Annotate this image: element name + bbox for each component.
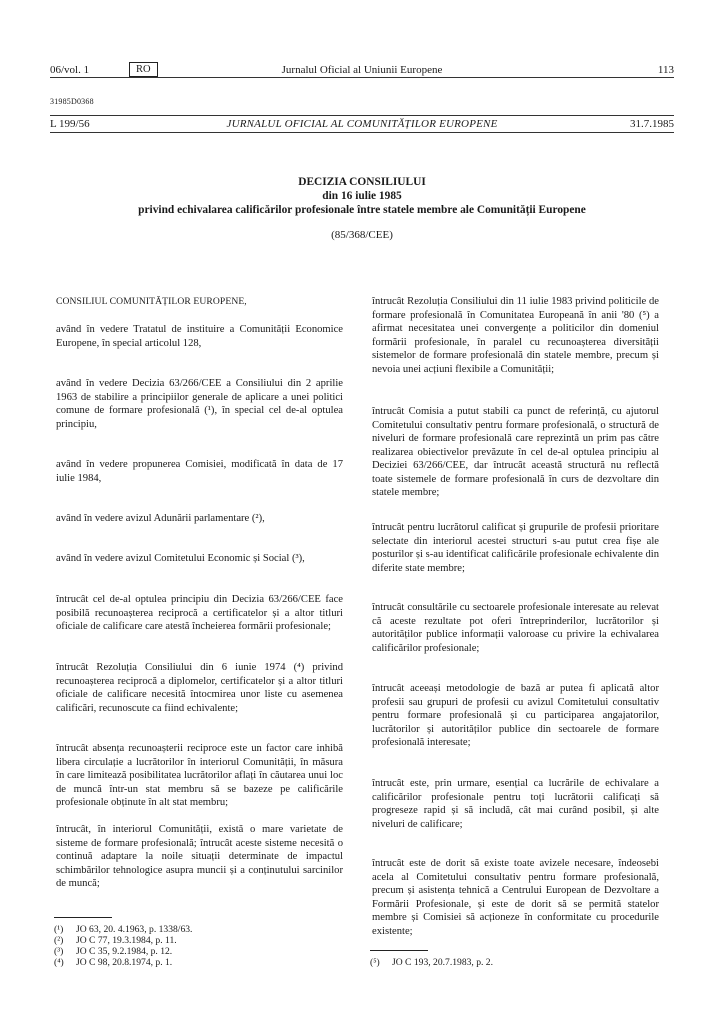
recital: întrucât pentru lucrătorul calificat și grupurile de profesii prioritare selectate din interiorul acestei structuri s-au putut crea fișe ale posturilor și s-au identificat calificările profesionale echivalente din diferite state membre;: [372, 522, 659, 574]
recital: întrucât, în interiorul Comunității, există o mare varietate de sisteme de formare profesională; întrucât aceste sisteme necesită o continuă adaptare la noile situații determinate de impactul schimbărilor tehnologice asupra muncii și a conținutului sarcinilor de muncă;: [56, 824, 343, 889]
footnote-text: JO 63, 20. 4.1963, p. 1338/63.: [76, 924, 193, 935]
recital: având în vedere propunerea Comisiei, modificată în data de 17 iulie 1984,: [56, 459, 343, 484]
footnote: [370, 957, 493, 968]
recital: întrucât este, prin urmare, esențial ca lucrările de echivalare a calificărilor profesionale pentru toți lucrătorii calificați să progreseze rapid și să includă, cât mai curând posibil, și alte niveluri de calificare;: [372, 778, 659, 830]
footnote-text: JO C 193, 20.7.1983, p. 2.: [392, 957, 494, 968]
footnote-text: JO C 98, 20.8.1974, p. 1.: [76, 957, 173, 968]
recital: întrucât Rezoluția Consiliului din 6 iunie 1974 (⁴) privind recunoașterea reciprocă a diplomelor, certificatelor și a altor titluri oficiale de calificare necesită întocmirea unor liste cu asemenea calificări, recunoscute ca fiind echivalente;: [56, 662, 343, 714]
footnote-mark: (²): [54, 935, 64, 946]
recital: întrucât absența recunoașterii reciproce este un factor care inhibă libera circulație a lucrătorilor în interiorul Comunității, în măsura în care limitează posibilitatea lucrătorilor aflați în căutarea unui loc de muncă într-un stat membru să se bazeze pe calificările profesionale obținute în alt stat membru;: [56, 743, 343, 808]
footnote: [54, 957, 172, 968]
authority-line: CONSILIUL COMUNITĂȚILOR EUROPENE,: [56, 296, 247, 307]
recital: întrucât Rezoluția Consiliului din 11 iulie 1983 privind politicile de formare profesională în Comunitatea Europeană în anii '80 (⁵) a afirmat necesitatea unei convergențe a politicilor din domeniul formării profesionale, în paralel cu recunoașterea diversității sistemelor de formare profesională din statele membre, precum și nevoia unei acțiuni flexibile a Comunității;: [372, 296, 659, 375]
recital: întrucât aceeași metodologie de bază ar putea fi aplicată altor profesii sau grupuri de profesii cu avizul Comitetului consultativ pentru formare profesională și cu participarea angajatorilor, lucrătorilor și autorităților publice din sectoarele de formare profesională interesate;: [372, 683, 659, 748]
footnote-rule: [370, 950, 428, 951]
celex-number: 31985D0368: [50, 97, 94, 106]
issue-label: L 199/56: [50, 118, 90, 130]
volume-label: 06/vol. 1: [50, 64, 90, 76]
journal-title: Jurnalul Oficial al Uniunii Europene: [281, 64, 443, 76]
footnote-mark: (⁴): [54, 957, 64, 968]
recital: întrucât cel de-al optulea principiu din Decizia 63/266/CEE face posibilă recunoașterea reciprocă a certificatelor și a altor titluri oficiale de calificare care atestă încheierea formării profesionale;: [56, 594, 343, 632]
language-badge: RO: [129, 62, 158, 77]
title-line-1: DECIZIA CONSILIULUI: [298, 176, 426, 188]
footnote-text: JO C 35, 9.2.1984, p. 12.: [76, 946, 173, 957]
left-column: [56, 0, 343, 1024]
footnote: [54, 935, 177, 946]
right-column: [372, 0, 659, 1024]
recital: întrucât Comisia a putut stabili ca punct de referință, cu ajutorul Comitetului consultativ pentru formare profesională, o structură de niveluri de formare profesională care reprezintă un prim pas către realizarea obiectivelor prevăzute în cel de-al optulea principiu al Deciziei 63/266/CEE, dar întrucât această structură nu reflectă toate sistemele de formare profesională în curs de dezvoltare din statele membre;: [372, 406, 659, 498]
publication-date: 31.7.1985: [630, 118, 674, 130]
decision-reference: (85/368/CEE): [331, 229, 393, 241]
title-line-3: privind echivalarea calificărilor profesionale între statele membre ale Comunității Europene: [138, 204, 586, 216]
original-journal-title: JURNALUL OFICIAL AL COMUNITĂȚILOR EUROPENE: [226, 118, 498, 130]
footnote: [54, 946, 172, 957]
recital: întrucât consultările cu sectoarele profesionale interesate au relevat că aceste rezultate pot oferi întreprinderilor, lucrătorilor și autorităților publice informații valoroase cu privire la echivalarea calificărilor profesionale;: [372, 602, 659, 654]
recital: având în vedere avizul Adunării parlamentare (²),: [56, 513, 265, 524]
title-line-2: din 16 iulie 1985: [322, 190, 402, 202]
recital: întrucât este de dorit să existe toate avizele necesare, îndeosebi acela al Comitetului consultativ pentru formare profesională, precum și asistența tehnică a Centrului European de Dezvoltare a Formării Profesionale, și este de dorit să se permită statelor membre și Comisiei să acționeze în conformitate cu procedurile existente;: [372, 858, 659, 937]
footnote-mark: (⁵): [370, 957, 380, 968]
recital: având în vedere Tratatul de instituire a Comunității Economice Europene, în special articolul 128,: [56, 324, 343, 349]
footnote-rule: [54, 917, 112, 918]
footnote-mark: (¹): [54, 924, 64, 935]
page-number: 113: [657, 64, 674, 76]
footnote-mark: (³): [54, 946, 64, 957]
footnote-text: JO C 77, 19.3.1984, p. 11.: [76, 935, 177, 946]
footnote: [54, 924, 192, 935]
recital: având în vedere avizul Comitetului Economic și Social (³),: [56, 553, 305, 564]
recital: având în vedere Decizia 63/266/CEE a Consiliului din 2 aprilie 1963 de stabilire a principiilor generale de aplicare a unei politici comune de formare profesională (¹), în special cel de-al optulea principiu,: [56, 378, 343, 430]
